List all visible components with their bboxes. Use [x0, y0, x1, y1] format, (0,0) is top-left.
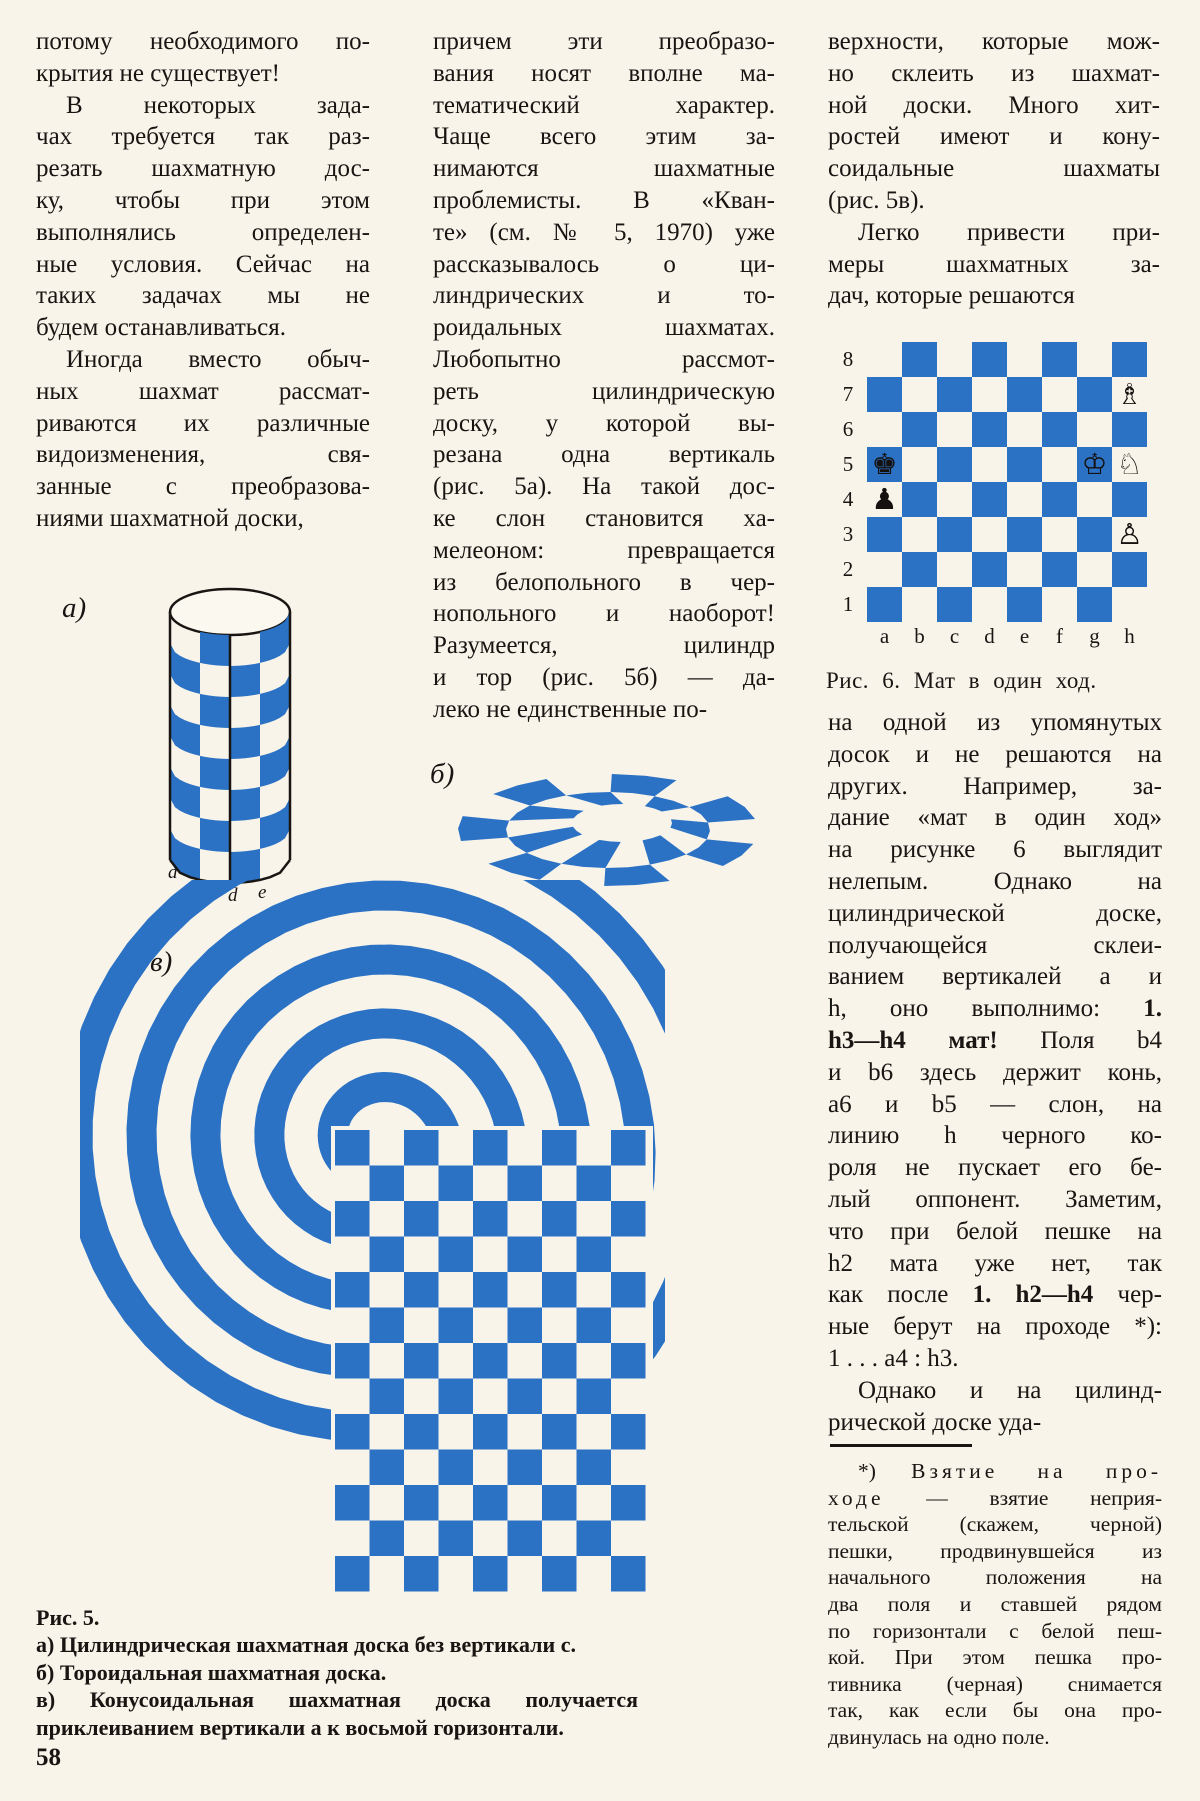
cylinder-file-label-e: e	[258, 881, 267, 903]
square-f6	[1042, 412, 1077, 447]
text-line: линию h черного ко-	[828, 1122, 1162, 1150]
file-label: b	[914, 624, 925, 648]
text-segment: 1.	[1143, 995, 1162, 1023]
text-line: ростей имеют и кону-	[828, 123, 1160, 151]
text-line: два поля и ставшей рядом	[828, 1591, 1162, 1616]
text-line: других. Например, за-	[828, 772, 1162, 800]
square-b2	[902, 552, 937, 587]
square-g7	[1077, 377, 1112, 412]
square-g4	[1077, 482, 1112, 517]
rank-label: 6	[842, 417, 854, 441]
square-f8	[1042, 342, 1077, 377]
text-line: и b6 здесь держит конь,	[828, 1058, 1162, 1086]
square-e1	[1007, 587, 1042, 622]
file-label: c	[949, 624, 960, 648]
cylinder-file-label-b: b	[198, 881, 208, 903]
square-c2	[937, 552, 972, 587]
text-line: рассказывалось о ци-	[433, 250, 775, 278]
square-d4	[972, 482, 1007, 517]
text-line: нимаются шахматные	[433, 155, 775, 183]
text-line: на одной из упомянутых	[828, 709, 1162, 736]
square-c3	[937, 517, 972, 552]
text-line: мелеоном: превращается	[433, 536, 775, 564]
text-line: кой. При этом пешка про-	[828, 1645, 1162, 1670]
figure-5v-label: в)	[150, 946, 173, 978]
text-segment: чер-	[1093, 1281, 1162, 1309]
text-segment: Взятие на про-	[911, 1459, 1162, 1483]
square-f3	[1042, 517, 1077, 552]
square-g1	[1077, 587, 1112, 622]
rank-label: 7	[842, 382, 854, 406]
text-line: потому необходимого по-	[36, 28, 370, 55]
rank-label: 8	[842, 347, 854, 371]
figure-6-caption: Рис. 6. Мат в один ход.	[826, 668, 1097, 693]
square-g8	[1077, 342, 1112, 377]
text-line: цилиндрической доске,	[828, 899, 1162, 927]
square-e5	[1007, 447, 1042, 482]
text-segment: *)	[858, 1459, 912, 1483]
text-segment: Поля b4	[997, 1026, 1163, 1054]
text-line: чах требуется так раз-	[36, 123, 370, 151]
square-a8	[867, 342, 902, 377]
square-h7	[1112, 377, 1147, 412]
square-f4	[1042, 482, 1077, 517]
body-text-column-2	[433, 26, 775, 726]
text-line: Легко привести при-	[858, 218, 1160, 246]
text-line: риваются их различные	[36, 409, 370, 437]
text-line: ной доски. Много хит-	[828, 91, 1160, 119]
text-line: ке слон становится ха-	[433, 504, 775, 532]
board-files	[867, 624, 1147, 649]
square-e8	[1007, 342, 1042, 377]
paragraph	[36, 1604, 638, 1631]
square-g6	[1077, 412, 1112, 447]
text-segment: h, оно выполнимо:	[828, 995, 1144, 1023]
square-c5	[937, 447, 972, 482]
square-h2	[1112, 552, 1147, 587]
text-line: таких задачах мы не	[36, 282, 370, 310]
text-line: нелепым. Однако на	[828, 867, 1162, 895]
square-e6	[1007, 412, 1042, 447]
text-line: роидальных шахматах.	[433, 314, 775, 342]
square-c7	[937, 377, 972, 412]
rank-label: 2	[842, 557, 854, 581]
text-line: а6 и b5 — слон, на	[828, 1090, 1162, 1118]
text-line: досок и не решаются на	[828, 740, 1162, 768]
torus-figure	[452, 768, 764, 890]
text-line: меры шахматных за-	[828, 250, 1160, 278]
text-line: линдрических и то-	[433, 282, 775, 310]
paragraph	[36, 344, 370, 535]
file-label: a	[879, 624, 890, 648]
square-g2	[1077, 552, 1112, 587]
square-h1	[1112, 587, 1147, 622]
text-segment: — взятие неприя-	[884, 1485, 1162, 1510]
text-line: получающейся склеи-	[828, 931, 1162, 959]
text-line: видоизменения, свя-	[36, 441, 370, 469]
text-line: но склеить из шахмат-	[828, 59, 1160, 87]
text-line: ные берут на проходе *):	[828, 1313, 1162, 1341]
text-line: что при белой пешке на	[828, 1217, 1162, 1245]
text-line: 1 . . . a4 : h3.	[828, 1344, 959, 1372]
square-d7	[972, 377, 1007, 412]
square-a1	[867, 587, 902, 622]
square-c8	[937, 342, 972, 377]
square-b3	[902, 517, 937, 552]
body-text-column-3-bottom	[828, 707, 1162, 1438]
square-f2	[1042, 552, 1077, 587]
square-b7	[902, 377, 937, 412]
paragraph	[828, 1375, 1162, 1439]
text-segment: h3—h4 мат!	[828, 1026, 998, 1054]
text-line	[828, 1458, 1162, 1485]
text-line: Чаще всего этим за-	[433, 123, 775, 151]
text-line: крытия не существует!	[36, 59, 280, 87]
square-b8	[902, 342, 937, 377]
square-f7	[1042, 377, 1077, 412]
square-h3	[1112, 517, 1147, 552]
text-line: В некоторых зада-	[66, 91, 370, 119]
file-label: e	[1019, 624, 1030, 648]
text-line: соидальные шахматы	[828, 155, 1160, 183]
text-line: Рис. 5.	[36, 1605, 100, 1630]
text-line: на рисунке 6 выглядит	[828, 836, 1162, 864]
square-h5	[1112, 447, 1147, 482]
text-line	[828, 993, 1162, 1025]
file-label: f	[1056, 624, 1063, 648]
paragraph	[828, 217, 1160, 312]
text-line	[828, 1485, 1162, 1512]
cylinder-file-label-a: a	[168, 862, 178, 883]
footnote-text	[828, 1458, 1162, 1751]
text-line: (рис. 5в).	[828, 186, 925, 214]
paragraph	[36, 1659, 638, 1686]
square-h4	[1112, 482, 1147, 517]
text-line: вания носят вполне ма-	[433, 59, 775, 87]
square-g5	[1077, 447, 1112, 482]
text-line: дание «мат в один ход»	[828, 804, 1162, 832]
text-line: проблемисты. В «Кван-	[433, 186, 775, 214]
text-line: а) Цилиндрическая шахматная доска без вертикали с.	[36, 1632, 576, 1658]
paragraph	[828, 1458, 1162, 1751]
text-line: нопольного и наоборот!	[433, 600, 775, 628]
chess-piece-black-king: ♚	[871, 447, 898, 481]
cylinder-figure	[166, 584, 294, 916]
square-g3	[1077, 517, 1112, 552]
square-f1	[1042, 587, 1077, 622]
body-text-column-1	[36, 26, 370, 535]
text-line: по горизонтали с белой пеш-	[828, 1618, 1162, 1643]
paragraph	[36, 26, 370, 90]
text-line	[828, 1025, 1162, 1057]
text-line: занные с преобразова-	[36, 473, 370, 501]
text-line: выполнялись определен-	[36, 218, 370, 246]
body-text-column-3-top	[828, 26, 1160, 312]
text-line: и тор (рис. 5б) — да-	[433, 663, 775, 691]
text-line: Разумеется, цилиндр	[433, 632, 775, 660]
text-segment: 1. h2—h4	[972, 1281, 1094, 1309]
cylinder-file-label-d: d	[228, 885, 238, 906]
rank-label: 4	[842, 487, 854, 511]
text-line: доску, у которой вы-	[433, 409, 775, 437]
square-d6	[972, 412, 1007, 447]
square-b4	[902, 482, 937, 517]
square-d1	[972, 587, 1007, 622]
paragraph	[828, 707, 1162, 1375]
text-line: дач, которые решаются	[828, 282, 1075, 310]
square-d5	[972, 447, 1007, 482]
text-line: роля не пускает его бе-	[828, 1154, 1162, 1182]
square-d3	[972, 517, 1007, 552]
page-number: 58	[36, 1744, 61, 1771]
text-line: ванием вертикалей a и	[828, 963, 1162, 991]
text-line: тельской (скажем, черной)	[828, 1512, 1162, 1537]
square-e3	[1007, 517, 1042, 552]
text-line: начального положения на	[828, 1565, 1162, 1590]
square-e4	[1007, 482, 1042, 517]
square-h8	[1112, 342, 1147, 377]
chess-piece-white-pawn: ♙	[1116, 517, 1143, 551]
chess-piece-white-king: ♔	[1081, 447, 1108, 481]
square-b6	[902, 412, 937, 447]
text-line: так, как если бы она про-	[828, 1698, 1162, 1723]
text-line: приклеиванием вертикали а к восьмой горизонтали.	[36, 1714, 564, 1740]
square-a3	[867, 517, 902, 552]
square-d2	[972, 552, 1007, 587]
chess-piece-black-pawn: ♟	[871, 482, 898, 516]
square-d8	[972, 342, 1007, 377]
text-line: реть цилиндрическую	[433, 377, 775, 405]
paragraph	[36, 1631, 638, 1658]
paragraph	[36, 1686, 638, 1741]
text-line: резать шахматную дос-	[36, 155, 370, 183]
text-line: будем останавливаться.	[36, 314, 287, 342]
figure-5-caption	[36, 1604, 638, 1741]
paragraph	[36, 90, 370, 344]
square-h6	[1112, 412, 1147, 447]
text-line: те» (см. № 5, 1970) уже	[433, 218, 775, 246]
text-line: Иногда вместо обыч-	[66, 345, 370, 373]
square-b1	[902, 587, 937, 622]
text-segment: как после	[828, 1281, 973, 1309]
text-line: ные условия. Сейчас на	[36, 250, 370, 278]
square-c4	[937, 482, 972, 517]
figure-5b-label: б)	[430, 758, 455, 790]
text-line: (рис. 5а). На такой дос-	[433, 473, 775, 501]
square-e2	[1007, 552, 1042, 587]
file-label: h	[1124, 624, 1135, 648]
text-line: рической доске уда-	[828, 1408, 1042, 1436]
text-line: в) Конусоидальная шахматная доска получается	[36, 1687, 638, 1713]
text-line: б) Тороидальная шахматная доска.	[36, 1659, 387, 1685]
paragraph	[433, 26, 775, 726]
square-f5	[1042, 447, 1077, 482]
text-line: лый оппонент. Заметим,	[828, 1185, 1162, 1213]
text-line: резана одна вертикаль	[433, 441, 775, 469]
file-label: d	[984, 624, 995, 648]
square-c6	[937, 412, 972, 447]
rank-label: 3	[842, 522, 854, 546]
paragraph	[828, 26, 1160, 217]
text-line: двинулась на одно поле.	[828, 1724, 1050, 1749]
text-line: пешки, продвинувшейся из	[828, 1538, 1162, 1563]
text-line: причем эти преобразо-	[433, 28, 775, 55]
text-line: тивника (черная) снимается	[828, 1671, 1162, 1696]
text-line: ных шахмат рассмат-	[36, 377, 370, 405]
file-label: g	[1089, 624, 1100, 648]
rank-label: 5	[842, 452, 854, 476]
text-line: Любопытно рассмот-	[433, 345, 775, 373]
text-line: ниями шахматной доски,	[36, 504, 304, 532]
figure-5a-label: а)	[62, 592, 87, 624]
text-line: леко не единственные по-	[433, 695, 708, 723]
chessboard	[867, 342, 1147, 622]
rank-label: 1	[842, 592, 854, 616]
spiral-cone-figure	[80, 880, 665, 1595]
text-line: верхности, которые мож-	[828, 28, 1160, 55]
square-a5	[867, 447, 902, 482]
square-b5	[902, 447, 937, 482]
square-a4	[867, 482, 902, 517]
text-segment: ходе	[828, 1485, 885, 1510]
square-e7	[1007, 377, 1042, 412]
text-line: тематический характер.	[433, 91, 775, 119]
board-ranks	[836, 342, 860, 622]
square-c1	[937, 587, 972, 622]
square-a7	[867, 377, 902, 412]
chess-piece-white-bishop: ♗	[1116, 377, 1143, 411]
text-line: из белопольного в чер-	[433, 568, 775, 596]
text-line: ку, чтобы при этом	[36, 186, 370, 214]
footnote-rule	[830, 1444, 972, 1447]
text-line	[828, 1279, 1162, 1311]
square-a2	[867, 552, 902, 587]
text-line: Однако и на цилинд-	[858, 1376, 1162, 1404]
chess-piece-white-knight: ♘	[1116, 447, 1143, 481]
text-line: h2 мата уже нет, так	[828, 1249, 1162, 1277]
square-a6	[867, 412, 902, 447]
